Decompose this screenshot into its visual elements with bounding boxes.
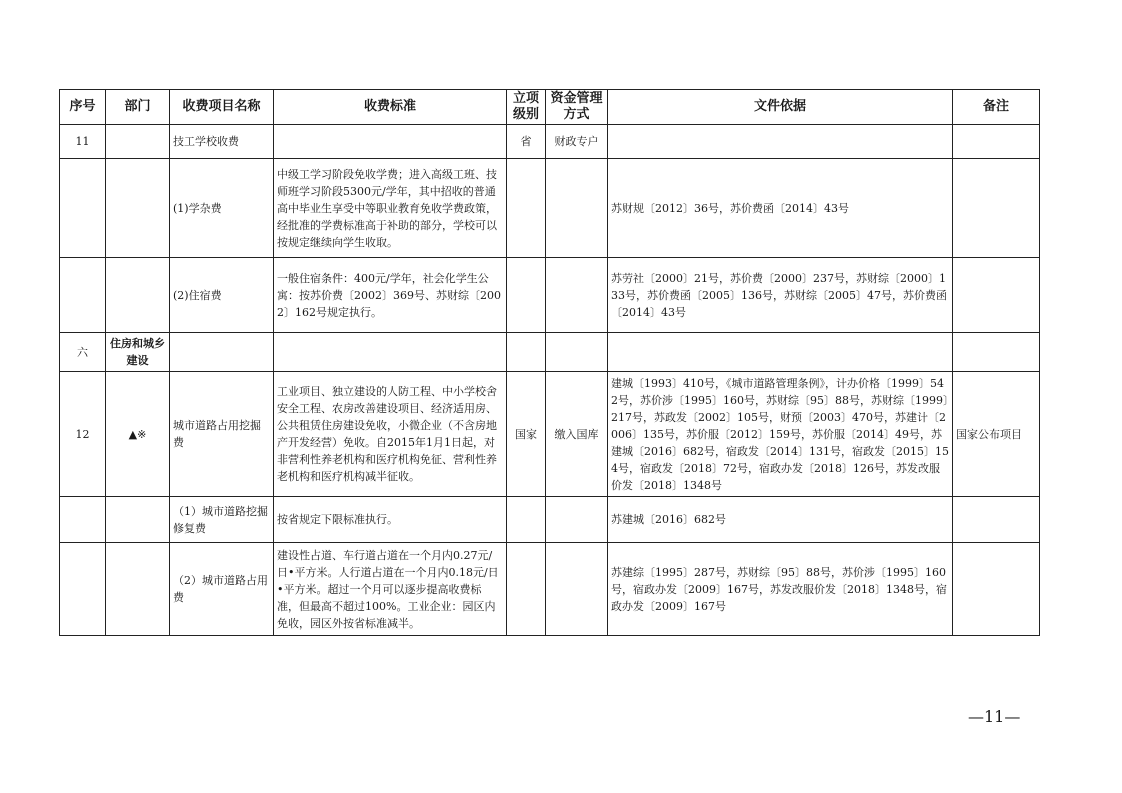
fee-table <box>59 89 1040 636</box>
header-note: 备注 <box>953 90 1040 125</box>
cell-item: （1）城市道路挖掘修复费 <box>170 497 274 543</box>
table-row <box>60 372 1040 497</box>
cell-fund <box>546 497 608 543</box>
cell-note <box>953 159 1040 258</box>
header-level: 立项级别 <box>507 90 546 125</box>
cell-item <box>170 333 274 372</box>
cell-standard: 工业项目、独立建设的人防工程、中小学校舍安全工程、农房改善建设项目、经济适用房、公共租赁住房建设免收，小微企业（不含房地产开发经营）免收。自2015年1月1日起，对非营利性养老机构和医疗机构免征、营利性养老机构和医疗机构减半征收。 <box>274 372 507 497</box>
table-row <box>60 125 1040 159</box>
cell-fund <box>546 543 608 636</box>
cell-fund <box>546 258 608 333</box>
cell-docs: 建城〔1993〕410号，《城市道路管理条例》，计办价格〔1999〕542号，苏价涉〔1995〕160号，苏财综〔95〕88号，苏财综〔1999〕217号，苏政发〔2002〕105号，财预〔2003〕470号，苏建计〔2006〕135号，苏价服〔2012〕159号，苏价服〔2014〕49号，苏建城〔2016〕682号，宿政发〔2014〕131号，宿政发〔2015〕154号，宿政发〔2018〕72号，宿政办发〔2018〕126号，苏发改服价发〔2018〕1348号 <box>608 372 953 497</box>
cell-note <box>953 125 1040 159</box>
cell-standard: 一般住宿条件：400元/学年，社会化学生公寓：按苏价费〔2002〕369号、苏财综〔2002〕162号规定执行。 <box>274 258 507 333</box>
cell-dept <box>106 258 170 333</box>
page-number: —11— <box>968 707 1021 726</box>
cell-level <box>507 258 546 333</box>
cell-fund <box>546 159 608 258</box>
cell-seq: 11 <box>60 125 106 159</box>
cell-dept <box>106 125 170 159</box>
cell-docs: 苏财规〔2012〕36号，苏价费函〔2014〕43号 <box>608 159 953 258</box>
cell-standard: 中级工学习阶段免收学费；进入高级工班、技师班学习阶段5300元/学年，其中招收的普通高中毕业生享受中等职业教育免收学费政策，经批准的学费标准高于补助的部分，学校可以按规定继续向学生收取。 <box>274 159 507 258</box>
cell-level: 省 <box>507 125 546 159</box>
cell-fund <box>546 333 608 372</box>
cell-item: 城市道路占用挖掘费 <box>170 372 274 497</box>
table-header-row <box>60 90 1040 125</box>
cell-docs: 苏建城〔2016〕682号 <box>608 497 953 543</box>
cell-dept <box>106 497 170 543</box>
table-row <box>60 258 1040 333</box>
cell-seq: 六 <box>60 333 106 372</box>
cell-note <box>953 258 1040 333</box>
cell-seq <box>60 258 106 333</box>
cell-seq: 12 <box>60 372 106 497</box>
header-standard: 收费标准 <box>274 90 507 125</box>
cell-note: 国家公布项目 <box>953 372 1040 497</box>
table-row <box>60 497 1040 543</box>
cell-dept <box>106 543 170 636</box>
cell-seq <box>60 159 106 258</box>
cell-item: (2)住宿费 <box>170 258 274 333</box>
cell-dept: 住房和城乡建设 <box>106 333 170 372</box>
table-row <box>60 159 1040 258</box>
cell-standard <box>274 125 507 159</box>
cell-dept <box>106 159 170 258</box>
header-seq: 序号 <box>60 90 106 125</box>
cell-note <box>953 333 1040 372</box>
cell-level <box>507 543 546 636</box>
cell-note <box>953 497 1040 543</box>
cell-seq <box>60 497 106 543</box>
header-docs: 文件依据 <box>608 90 953 125</box>
cell-docs <box>608 333 953 372</box>
cell-item: 技工学校收费 <box>170 125 274 159</box>
section-row <box>60 333 1040 372</box>
cell-fund: 缴入国库 <box>546 372 608 497</box>
cell-standard: 按省规定下限标准执行。 <box>274 497 507 543</box>
cell-level: 国家 <box>507 372 546 497</box>
header-fund: 资金管理方式 <box>546 90 608 125</box>
cell-standard: 建设性占道、车行道占道在一个月内0.27元/日•平方米。人行道占道在一个月内0.18元/日•平方米。超过一个月可以逐步提高收费标准，但最高不超过100%。工业企业：园区内免收，园区外按省标准减半。 <box>274 543 507 636</box>
header-item: 收费项目名称 <box>170 90 274 125</box>
cell-docs: 苏劳社〔2000〕21号，苏价费〔2000〕237号，苏财综〔2000〕133号，苏价费函〔2005〕136号，苏财综〔2005〕47号，苏价费函〔2014〕43号 <box>608 258 953 333</box>
cell-level <box>507 333 546 372</box>
cell-docs <box>608 125 953 159</box>
cell-note <box>953 543 1040 636</box>
cell-standard <box>274 333 507 372</box>
header-dept: 部门 <box>106 90 170 125</box>
cell-level <box>507 497 546 543</box>
cell-level <box>507 159 546 258</box>
cell-item: (1)学杂费 <box>170 159 274 258</box>
cell-seq <box>60 543 106 636</box>
cell-docs: 苏建综〔1995〕287号，苏财综〔95〕88号，苏价涉〔1995〕160号，宿政办发〔2009〕167号，苏发改服价发〔2018〕1348号，宿政办发〔2009〕167号 <box>608 543 953 636</box>
cell-item: （2）城市道路占用费 <box>170 543 274 636</box>
cell-dept: ▲※ <box>106 372 170 497</box>
cell-fund: 财政专户 <box>546 125 608 159</box>
table-row <box>60 543 1040 636</box>
